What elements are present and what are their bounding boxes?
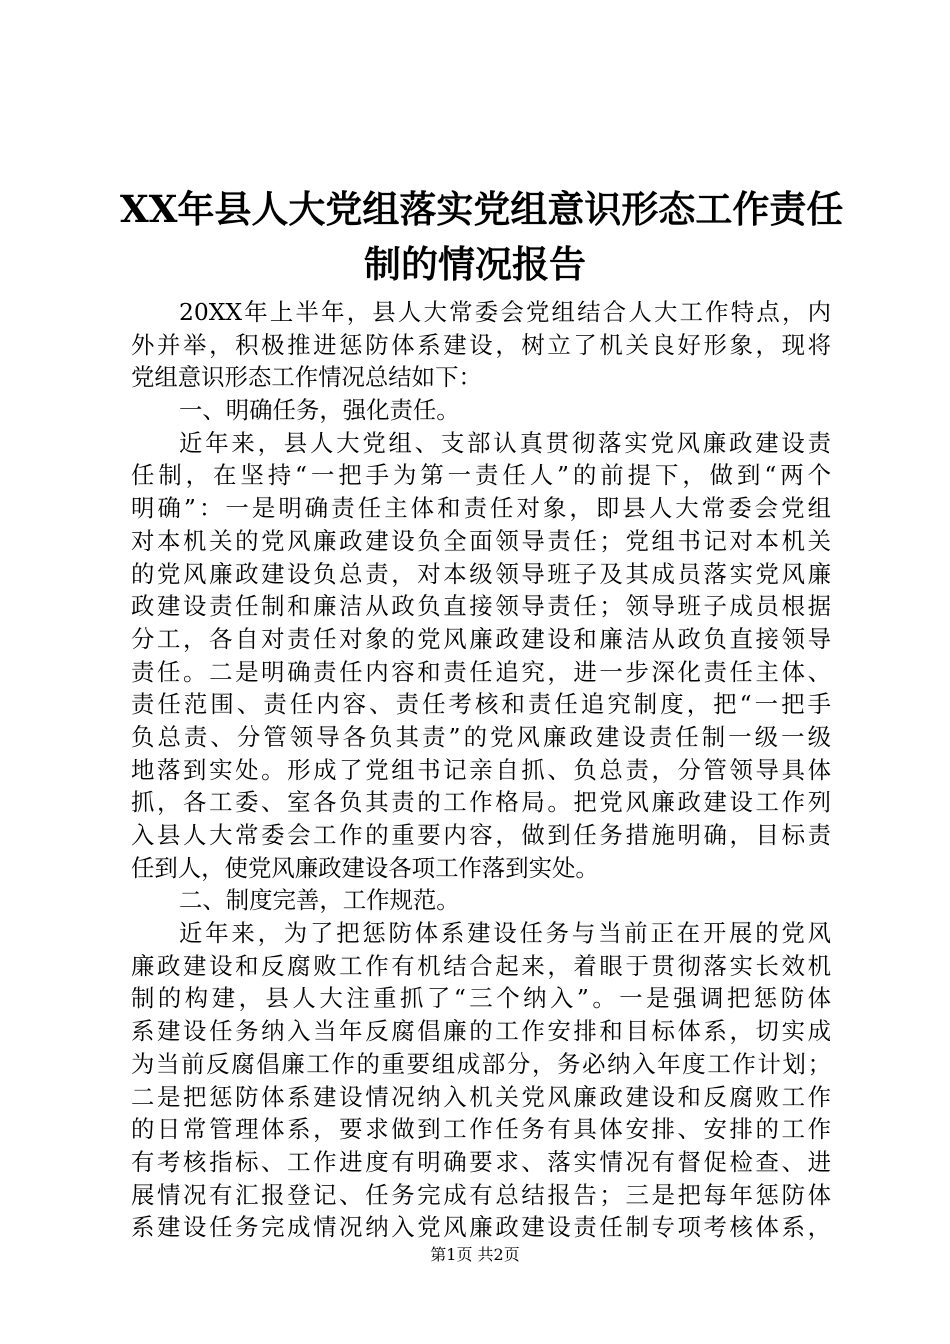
document-title-line-2: 制的情况报告: [364, 242, 586, 286]
document-title-line-1: XX年县人大党组落实党组意识形态工作责任: [120, 187, 844, 231]
body-line: 二是把惩防体系建设情况纳入机关党风廉政建设和反腐败工作: [131, 1082, 831, 1111]
body-line: 任制，在坚持“一把手为第一责任人”的前提下，做到“两个: [131, 461, 831, 490]
body-line: 的日常管理体系，要求做到工作任务有具体安排、安排的工作: [131, 1115, 831, 1144]
body-line: 展情况有汇报登记、任务完成有总结报告；三是把每年惩防体: [131, 1180, 831, 1209]
body-line: 有考核指标、工作进度有明确要求、落实情况有督促检查、进: [131, 1147, 831, 1176]
body-line: 责任。二是明确责任内容和责任追究，进一步深化责任主体、: [131, 657, 831, 686]
body-line: 党组意识形态工作情况总结如下：: [131, 363, 482, 392]
body-line: 对本机关的党风廉政建设负全面领导责任；党组书记对本机关: [131, 526, 831, 555]
body-line: 入县人大常委会工作的重要内容，做到任务措施明确，目标责: [131, 821, 831, 849]
body-line: 抓，各工委、室各负其责的工作格局。把党风廉政建设工作列: [131, 788, 831, 817]
body-line: 廉政建设和反腐败工作有机结合起来，着眼于贯彻落实长效机: [131, 951, 831, 980]
body-line: 地落到实处。形成了党组书记亲自抓、负总责，分管领导具体: [131, 755, 831, 784]
body-line: 系建设任务纳入当年反腐倡廉的工作安排和目标体系，切实成: [131, 1017, 831, 1046]
body-line: 分工，各自对责任对象的党风廉政建设和廉洁从政负直接领导: [131, 624, 831, 653]
section-heading: 二、制度完善，工作规范。: [179, 886, 460, 915]
section-heading: 一、明确任务，强化责任。: [179, 396, 460, 425]
body-line: 责任范围、责任内容、责任考核和责任追究制度，把“一把手: [131, 690, 831, 719]
body-line: 制的构建，县人大注重抓了“三个纳入”。一是强调把惩防体: [131, 984, 831, 1013]
body-line: 为当前反腐倡廉工作的重要组成部分，务必纳入年度工作计划；: [131, 1049, 831, 1078]
page-footer: 第1页 共2页: [430, 1245, 520, 1264]
body-line: 系建设任务完成情况纳入党风廉政建设责任制专项考核体系，: [131, 1213, 831, 1242]
body-line: 政建设责任制和廉洁从政负直接领导责任；领导班子成员根据: [131, 592, 831, 621]
body-line: 外并举，积极推进惩防体系建设，树立了机关良好形象，现将: [131, 330, 831, 359]
body-line: 20XX年上半年，县人大常委会党组结合人大工作特点，内: [179, 298, 831, 326]
body-line: 近年来，为了把惩防体系建设任务与当前正在开展的党风: [179, 919, 831, 948]
body-line: 明确”：一是明确责任主体和责任对象，即县人大常委会党组: [131, 494, 831, 523]
body-line: 任到人，使党风廉政建设各项工作落到实处。: [131, 853, 599, 882]
document-body: [131, 296, 831, 1244]
body-line: 的党风廉政建设负总责，对本级领导班子及其成员落实党风廉: [131, 559, 831, 588]
body-line: 负总责、分管领导各负其责”的党风廉政建设责任制一级一级: [131, 722, 831, 751]
body-line: 近年来，县人大党组、支部认真贯彻落实党风廉政建设责: [179, 428, 831, 457]
